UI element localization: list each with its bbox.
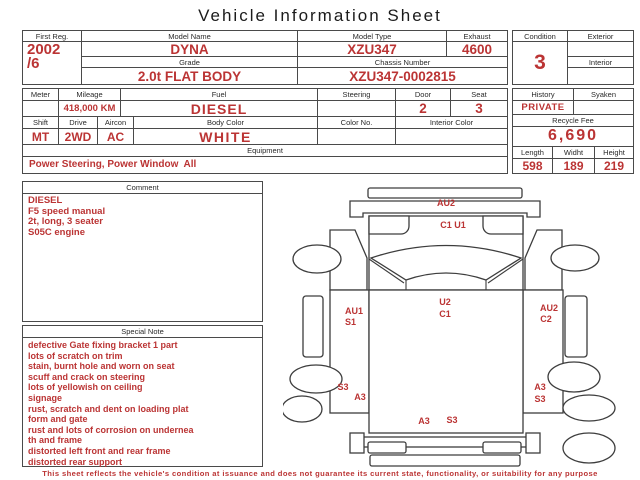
width-value: 189 (553, 159, 595, 173)
dimensions-label-row (513, 147, 633, 159)
damage-code-rear-2: S3 (446, 415, 458, 425)
model-name-value: DYNA (82, 42, 298, 57)
recycle-fee-label: Recycle Fee (513, 115, 633, 127)
drive-value: 2WD (59, 129, 98, 144)
interior-color-label: Interior Color (429, 118, 474, 127)
special-note-line: stain, burnt hole and worn on seat (28, 361, 175, 372)
door-label: Door (396, 89, 451, 100)
disclaimer-text: This sheet reflects the vehicle's condition at issuance and does not guarantee its current state, functionality, or suitability for any purpose (42, 469, 598, 478)
color-no-label: Color No. (318, 117, 396, 128)
front-panel (368, 188, 522, 198)
special-note-line: signage (28, 392, 63, 403)
interior-color-value (396, 129, 507, 144)
body-color-value: WHITE (134, 129, 318, 144)
damage-code-right-door-2: C2 (540, 314, 552, 324)
condition-column (513, 31, 568, 84)
specs-label-row-2 (23, 117, 507, 129)
special-note-box (22, 325, 263, 467)
drive-label: Drive (59, 117, 98, 128)
height-label: Height (603, 148, 625, 157)
spare-wheel (563, 433, 615, 463)
width-label: Widht (553, 147, 595, 158)
side-guard-left (303, 296, 323, 357)
history-label-row (513, 89, 633, 101)
rear-left-wheel-1 (290, 365, 342, 393)
rear-step-left (368, 442, 406, 453)
special-note-line: form and gate (28, 414, 88, 425)
rear-right-wheel-1 (548, 362, 600, 392)
length-label: Length (513, 147, 553, 158)
damage-code-left-door-1: AU1 (345, 306, 364, 316)
body-color-label: Body Color (134, 117, 318, 128)
meter-value (23, 101, 59, 116)
damage-code-rear-1: A3 (418, 416, 430, 426)
damage-code-right-bed-2: S3 (534, 394, 546, 404)
first-reg-year: 2002 (27, 41, 61, 58)
special-note-line: defective Gate fixing bracket 1 part (28, 340, 178, 350)
damage-code-left-bed-2: A3 (354, 392, 366, 402)
steering-label: Steering (318, 89, 396, 100)
exterior-label: Exterior (568, 31, 633, 42)
special-note-line: scuff and crack on steering (28, 371, 146, 382)
syaken-value (574, 101, 633, 114)
comment-line: DIESEL (28, 195, 63, 206)
meter-label: Meter (23, 89, 59, 100)
fuel-label: Fuel (121, 89, 318, 100)
equipment-value: Power Steering, Power Window All (29, 159, 197, 170)
condition-grade: 3 (534, 51, 546, 74)
specs-value-row-2 (23, 129, 507, 145)
interior-label: Interior (568, 57, 633, 68)
special-note-line: th and frame (28, 435, 83, 446)
comment-body (23, 194, 262, 240)
comment-header: Comment (23, 182, 262, 194)
comment-box (22, 181, 263, 322)
aircon-value: AC (98, 129, 134, 144)
rear-step-right (483, 442, 521, 453)
comment-line: 2t, long, 3 seater (28, 216, 103, 228)
damage-code-left-door-2: S1 (345, 317, 357, 327)
length-value: 598 (513, 159, 553, 173)
shift-label: Shift (23, 117, 59, 128)
first-reg-label: First Reg. (23, 31, 82, 42)
damage-code-left-bed-1: S3 (337, 382, 349, 392)
damage-code-cab-back-1: U2 (439, 297, 451, 307)
damage-code-cab-back-2: C1 (439, 309, 451, 319)
damage-code-windshield: C1 U1 (440, 220, 466, 230)
interior-value (568, 68, 633, 84)
model-type-value: XZU347 (298, 42, 447, 57)
special-note-body (23, 338, 262, 469)
grade-label: Grade (82, 57, 298, 68)
special-note-header: Special Note (23, 326, 262, 338)
rear-left-wheel-2 (283, 396, 322, 422)
history-label: History (513, 89, 574, 100)
seat-value: 3 (475, 101, 483, 116)
condition-panel (512, 30, 634, 85)
seat-label: Seat (471, 90, 487, 99)
steering-value (318, 101, 396, 116)
specs-table (22, 88, 508, 174)
registration-table (22, 30, 508, 85)
exhaust-label: Exhaust (447, 31, 507, 42)
dimensions-value-row (513, 159, 633, 173)
shift-value: MT (23, 129, 59, 144)
special-note-line: lots of yellowish on ceiling (28, 382, 143, 393)
specs-value-row-1 (23, 101, 507, 117)
rear-right-wheel-2 (563, 395, 615, 421)
damage-code-right-door-1: AU2 (539, 303, 559, 313)
comment-line: F5 speed manual (28, 205, 106, 217)
height-value: 219 (603, 159, 625, 173)
truck-damage-diagram (283, 178, 640, 474)
exterior-value (568, 42, 633, 57)
side-guard-right (565, 296, 587, 357)
chassis-number-label: Chassis Number (298, 57, 507, 68)
comment-line: S05C engine (28, 226, 86, 238)
recycle-fee-value: 6,690 (513, 127, 633, 147)
history-value-row (513, 101, 633, 115)
rear-bumper-tab-left (350, 433, 364, 453)
history-value: PRIVATE (513, 101, 574, 114)
first-reg-month: /6 (27, 55, 40, 72)
model-type-label: Model Type (298, 31, 447, 42)
color-no-value (318, 129, 396, 144)
cab-corner-left (369, 216, 409, 234)
mileage-value: 418,000 KM (59, 101, 121, 116)
mileage-label: Mileage (59, 89, 121, 100)
first-reg-value (23, 42, 82, 84)
damage-code-right-bed-1: A3 (534, 382, 546, 392)
front-left-wheel (293, 245, 341, 273)
model-name-label: Model Name (82, 31, 298, 42)
special-note-line: rust, scratch and dent on loading plat (28, 403, 189, 414)
special-note-line: distorted left front and rear frame (28, 445, 171, 456)
cab-corner-right (483, 216, 523, 234)
history-fee-panel (512, 88, 634, 174)
damage-code-front-bumper: AU2 (436, 198, 456, 208)
specs-label-row-1 (23, 89, 507, 101)
special-note-line: lots of scratch on trim (28, 350, 123, 361)
door-value: 2 (396, 101, 451, 116)
tail-gate-bar (370, 455, 520, 466)
special-note-line: rust and lots of corrosion on undernea (28, 424, 194, 435)
special-note-line: distorted rear support (28, 456, 123, 467)
syaken-label: Syaken (590, 90, 617, 99)
condition-label: Condition (513, 31, 567, 42)
exhaust-value: 4600 (447, 42, 507, 57)
aircon-label: Aircon (98, 117, 134, 128)
chassis-number-value: XZU347-0002815 (349, 68, 456, 84)
front-right-wheel (551, 245, 599, 271)
fuel-value: DIESEL (121, 101, 318, 116)
equipment-label: Equipment (23, 145, 507, 157)
rear-bumper-tab-right (526, 433, 540, 453)
exterior-interior-column (568, 31, 633, 84)
grade-value: 2.0t FLAT BODY (82, 68, 298, 84)
page-title: Vehicle Information Sheet (198, 6, 442, 25)
